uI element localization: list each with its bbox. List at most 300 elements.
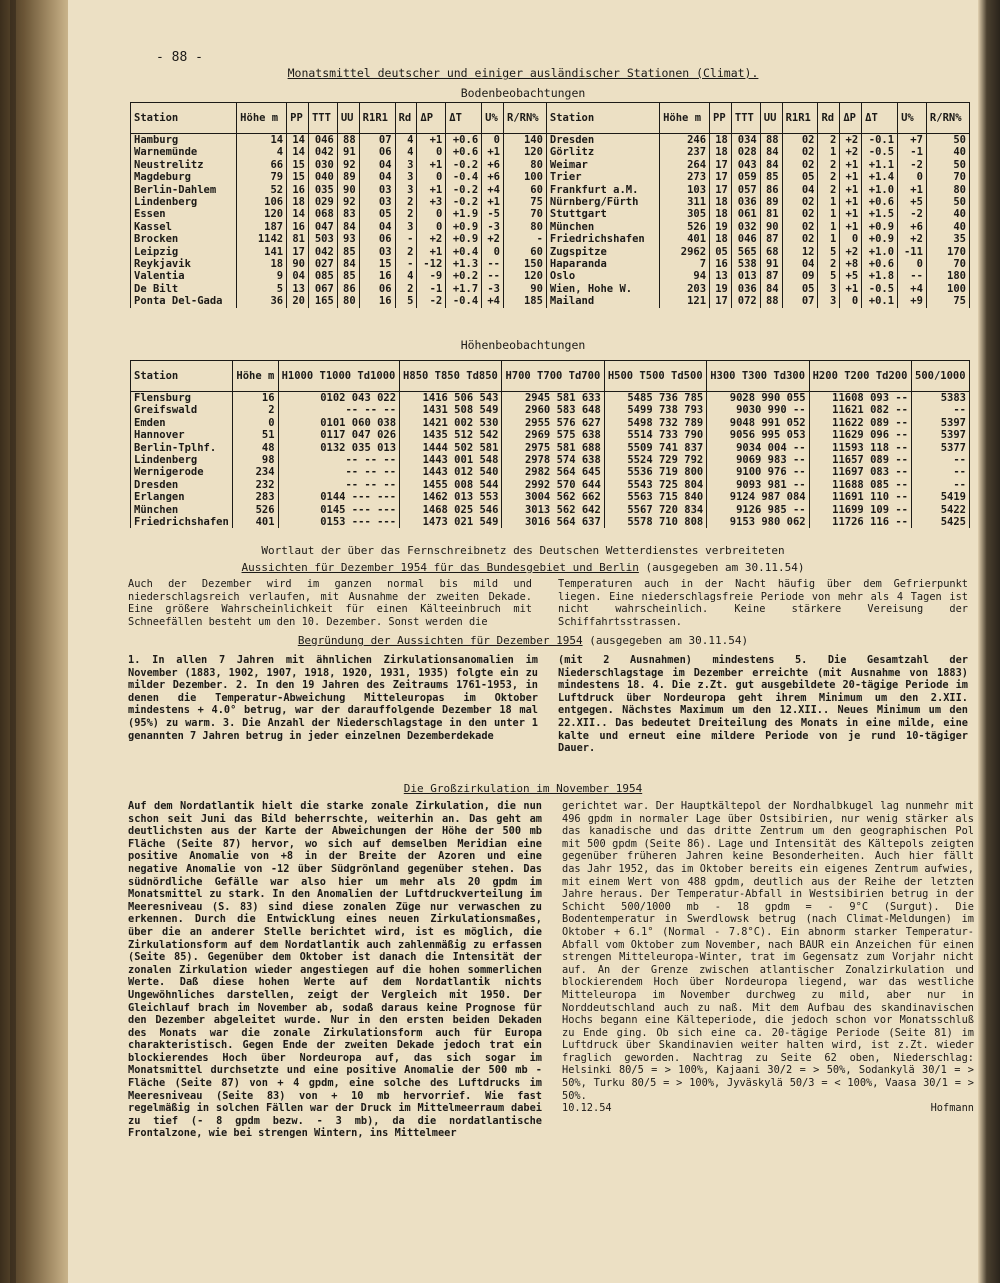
forecast-line1: Wortlaut der über das Fernschreibnetz des Deutschen Wetterdienstes verbreiteten — [261, 544, 785, 557]
table-cell: 1443 001 548 — [400, 454, 502, 466]
table-cell: - — [395, 233, 417, 245]
table-cell: 040 — [308, 171, 337, 183]
table-cell: 93 — [337, 233, 359, 245]
table-cell: 84 — [760, 146, 782, 158]
table-cell: 2 — [395, 246, 417, 258]
table-cell: - — [395, 258, 417, 270]
table-cell: 79 — [237, 171, 287, 183]
table-cell: 40 — [926, 221, 969, 233]
table-cell: 043 — [731, 159, 760, 171]
table-cell: 11608 093 -- — [809, 392, 911, 405]
table-cell: 3 — [395, 171, 417, 183]
table-cell: 401 — [233, 516, 278, 528]
table-cell: Hannover — [131, 429, 233, 441]
table-cell: 4 — [395, 270, 417, 282]
table-cell: 02 — [782, 221, 818, 233]
table-cell: +0.9 — [446, 233, 482, 245]
table-cell: 17 — [710, 295, 732, 307]
table-cell: 0 — [417, 171, 446, 183]
table-cell: Dresden — [546, 134, 659, 147]
table-cell: 3 — [395, 159, 417, 171]
table-cell: 75 — [926, 295, 969, 307]
table-cell: 9093 981 -- — [707, 479, 809, 491]
table-cell: 11688 085 -- — [809, 479, 911, 491]
table-cell: 057 — [731, 184, 760, 196]
table-cell: Leipzig — [131, 246, 237, 258]
page-edge — [978, 0, 1000, 1283]
table-cell: -- — [482, 270, 504, 282]
column-header: H300 T300 Td300 — [707, 361, 809, 392]
table-cell: -12 — [417, 258, 446, 270]
table-cell: 2978 574 638 — [502, 454, 604, 466]
table-cell: Frankfurt a.M. — [546, 184, 659, 196]
table-cell: 1444 502 581 — [400, 442, 502, 454]
table-cell: 1 — [818, 146, 840, 158]
table-cell: 16 — [710, 258, 732, 270]
table-cell: 07 — [782, 295, 818, 307]
table-cell: 52 — [237, 184, 287, 196]
table-row — [131, 454, 970, 466]
table-cell: +2 — [482, 233, 504, 245]
table-cell: -5 — [482, 208, 504, 220]
table-cell: Stuttgart — [546, 208, 659, 220]
table-cell: 07 — [359, 134, 395, 147]
table-cell: 072 — [731, 295, 760, 307]
column-header: Station — [131, 361, 233, 392]
table-cell: 2992 570 644 — [502, 479, 604, 491]
table-cell: Wien, Hohe W. — [546, 283, 659, 295]
table-cell: 70 — [504, 208, 547, 220]
table-cell: 80 — [504, 159, 547, 171]
table-cell: 0101 060 038 — [278, 417, 399, 429]
table-cell: Magdeburg — [131, 171, 237, 183]
table-cell: 13 — [287, 283, 309, 295]
table-cell: 0144 --- --- — [278, 491, 399, 503]
table-cell: +0.6 — [862, 196, 898, 208]
table-cell: 06 — [359, 283, 395, 295]
table-cell: -3 — [482, 283, 504, 295]
column-header: R/RN% — [504, 103, 547, 134]
table-cell: +1 — [417, 159, 446, 171]
table-cell: 5 — [395, 295, 417, 307]
table-cell: 059 — [731, 171, 760, 183]
table-cell: 36 — [237, 295, 287, 307]
table-cell: +4 — [898, 283, 927, 295]
table-cell: +7 — [898, 134, 927, 147]
table-cell: 48 — [233, 442, 278, 454]
table-cell: 02 — [782, 233, 818, 245]
table-row — [131, 466, 970, 478]
table-row — [131, 146, 970, 158]
table-row — [131, 417, 970, 429]
table-cell: 92 — [337, 159, 359, 171]
table-cell: 94 — [660, 270, 710, 282]
table-cell: 237 — [660, 146, 710, 158]
table-cell: +1 — [840, 159, 862, 171]
table-cell: 17 — [710, 184, 732, 196]
table-row — [131, 516, 970, 528]
table-cell: Friedrichshafen — [131, 516, 233, 528]
table-cell: 180 — [926, 270, 969, 282]
table-cell: 88 — [337, 134, 359, 147]
table-cell: 05 — [359, 208, 395, 220]
table-cell: 0153 --- --- — [278, 516, 399, 528]
column-header: H850 T850 Td850 — [400, 361, 502, 392]
table-cell: +5 — [898, 196, 927, 208]
column-header: Station — [131, 103, 237, 134]
table-cell: 9030 990 -- — [707, 404, 809, 416]
table-cell: -- — [912, 404, 970, 416]
table-cell: 5524 729 792 — [604, 454, 706, 466]
table-cell: 40 — [926, 146, 969, 158]
table-cell: 9126 985 -- — [707, 504, 809, 516]
table-cell: 5499 738 793 — [604, 404, 706, 416]
table-cell: 80 — [926, 184, 969, 196]
table-cell: 311 — [660, 196, 710, 208]
table-cell: +1 — [482, 146, 504, 158]
table-cell: +1 — [898, 184, 927, 196]
table-cell: Brocken — [131, 233, 237, 245]
column-header: Rd — [818, 103, 840, 134]
table-cell: +0.6 — [446, 146, 482, 158]
table-row — [131, 504, 970, 516]
table-cell: 029 — [308, 196, 337, 208]
column-header: Höhe m — [237, 103, 287, 134]
table-row — [131, 295, 970, 307]
column-header: ΔT — [862, 103, 898, 134]
table-cell: 14 — [287, 208, 309, 220]
table-cell: 04 — [359, 171, 395, 183]
table-cell: 013 — [731, 270, 760, 282]
forecast-date: (ausgegeben am 30.11.54) — [638, 561, 805, 574]
table-cell: 0117 047 026 — [278, 429, 399, 441]
table-cell: 100 — [504, 171, 547, 183]
table-cell: 05 — [710, 246, 732, 258]
table-cell: 89 — [760, 196, 782, 208]
table-cell: 030 — [308, 159, 337, 171]
table-cell: -2 — [417, 295, 446, 307]
circulation-right — [562, 800, 974, 1115]
table-cell: 87 — [760, 270, 782, 282]
table-cell: +1 — [482, 196, 504, 208]
table-cell: 047 — [308, 221, 337, 233]
table-cell: 0 — [417, 221, 446, 233]
page-number: - 88 - — [156, 50, 203, 65]
table-cell: Kassel — [131, 221, 237, 233]
table-cell: 11593 118 -- — [809, 442, 911, 454]
table-cell: 5498 732 789 — [604, 417, 706, 429]
table-cell: 2960 583 648 — [502, 404, 604, 416]
table-cell: 0 — [417, 146, 446, 158]
table-cell: 5377 — [912, 442, 970, 454]
table-cell: 9056 995 053 — [707, 429, 809, 441]
table-cell: 15 — [287, 159, 309, 171]
author-signature: Hofmann — [930, 1102, 974, 1115]
table-row — [131, 246, 970, 258]
table-cell: +6 — [898, 221, 927, 233]
table-cell: 02 — [782, 159, 818, 171]
column-header: U% — [898, 103, 927, 134]
table-cell: 15 — [287, 171, 309, 183]
table-cell: 03 — [359, 196, 395, 208]
table-cell: 81 — [760, 208, 782, 220]
table-cell: 35 — [926, 233, 969, 245]
table-cell: 17 — [287, 246, 309, 258]
table-cell: 3 — [395, 221, 417, 233]
table-cell: 1142 — [237, 233, 287, 245]
table-cell: 17 — [710, 171, 732, 183]
table-cell: 068 — [308, 208, 337, 220]
table-cell: 4 — [237, 146, 287, 158]
table-cell: 1468 025 546 — [400, 504, 502, 516]
column-header: R1R1 — [782, 103, 818, 134]
table-cell: +1 — [840, 184, 862, 196]
table-cell: - — [504, 233, 547, 245]
column-header: ΔT — [446, 103, 482, 134]
table-cell: +0.1 — [862, 295, 898, 307]
table-cell: 3013 562 642 — [502, 504, 604, 516]
table-cell: 4 — [395, 146, 417, 158]
table-cell: 1443 012 540 — [400, 466, 502, 478]
table-cell: -- — [912, 466, 970, 478]
table-cell: 1 — [818, 208, 840, 220]
table-cell: 05 — [782, 171, 818, 183]
table-cell: 81 — [287, 233, 309, 245]
table-cell: 2 — [818, 184, 840, 196]
table-cell: +1 — [840, 196, 862, 208]
table-cell: 04 — [359, 221, 395, 233]
table-cell: 1416 506 543 — [400, 392, 502, 405]
table-cell: +0.9 — [862, 233, 898, 245]
table-cell: Trier — [546, 171, 659, 183]
table-row — [131, 134, 970, 147]
table-cell: 5485 736 785 — [604, 392, 706, 405]
table-cell: 0 — [840, 295, 862, 307]
table-cell: 0145 --- --- — [278, 504, 399, 516]
table-cell: 1455 008 544 — [400, 479, 502, 491]
column-header: U% — [482, 103, 504, 134]
table-cell: 067 — [308, 283, 337, 295]
table-row — [131, 283, 970, 295]
table-cell: Oslo — [546, 270, 659, 282]
table-cell: 05 — [782, 283, 818, 295]
table-cell: -0.2 — [446, 159, 482, 171]
table-cell: 246 — [660, 134, 710, 147]
table-cell: +6 — [482, 159, 504, 171]
column-header: TTT — [308, 103, 337, 134]
table-cell: 2 — [818, 258, 840, 270]
table-cell: 90 — [504, 283, 547, 295]
table-cell: -- -- -- — [278, 454, 399, 466]
table-cell: 11691 110 -- — [809, 491, 911, 503]
table-cell: +1 — [840, 221, 862, 233]
circulation-left: Auf dem Nordatlantik hielt die starke zonale Zirkulation, die nun schon seit Juni das Bild beherrschte, weiterhin an. Das geht am deutlichsten aus der Karte der Abweichungen der Höhe der 500 mb Fläche (Seite 87) hervor, wo sich auf demselben Meridian eine positive Anomalie von +8 in der Breite der Azoren und eine negative Anomalie von -12 über Südgrönland gegenüber stehen. Das südnördliche Gefälle war also hier um mehr als 20 gpdm im Monatsmittel zu stark. In den Anomalien der Luftdruckverteilung im Meeresniveau (S. 83) sind diese zonalen Züge nur verwaschen zu erkennen. Durch die Entwicklung eines neuen Zirkulationsmaßes, über die an anderer Stelle berichtet wird, ist es möglich, die Zirkulationsform auf dem Nordatlantik auch zahlenmäßig zu erfassen (Seite 85). Gegenüber dem Oktober ist danach die Intensität der zonalen Zirkulation wieder angestiegen auf die hohen sommerlichen Werte. Daß diese hohen Werte auf dem Nordatlantik nichts Ungewöhnliches darstellen, zeigt der Vergleich mit 1950. Der Gleichlauf brach im November ab, sodaß daraus keine Prognose für den Dezember abgeleitet wurde. Nur in den ersten beiden Dekaden des Monats war die zonale Zirkulationsform auch für Europa charakteristisch. Gegen Ende der zweiten Dekade jedoch trat ein blockierendes Hoch über Nordeuropa auf, das sich sogar im Monatsmittel durchsetzte und eine positive Anomalie der 500 mb -Fläche (Seite 87) von + 4 gpdm, eine solche des Luftdrucks im Meeresniveau (Seite 83) von + 10 mb hervorrief. Wie fast regelmäßig in solchen Fällen war der Druck im Mittelmeerraum dabei zu tief (- 8 gpdm bezw. - 3 mb), da die nordatlantische Frontalzone, wie bei strengen Wintern, ins Mittelmeer — [128, 800, 542, 1140]
table-cell: 565 — [731, 246, 760, 258]
table-cell: 5397 — [912, 429, 970, 441]
table-cell: 14 — [287, 146, 309, 158]
table-cell: -9 — [417, 270, 446, 282]
table-cell: +1 — [417, 134, 446, 147]
table-cell: 50 — [926, 159, 969, 171]
table-cell: Lindenberg — [131, 196, 237, 208]
table-cell: München — [131, 504, 233, 516]
table-cell: 187 — [237, 221, 287, 233]
table-cell: 120 — [237, 208, 287, 220]
table-cell: Wernigerode — [131, 466, 233, 478]
table-cell: 185 — [504, 295, 547, 307]
table-cell: 18 — [237, 258, 287, 270]
table-cell: 89 — [337, 171, 359, 183]
table-cell: 16 — [359, 270, 395, 282]
table-cell: -0.2 — [446, 184, 482, 196]
table-cell: 16 — [287, 184, 309, 196]
table-cell: 140 — [504, 134, 547, 147]
forecast-right: Temperaturen auch in der Nacht häufig über dem Gefrierpunkt liegen. Eine niederschlagsfreie Periode von mehr als 4 Tagen ist nicht wahrscheinlich. Keine stärkere Vereisung der Schiffahrtsstrassen. — [558, 578, 968, 628]
ground-title: Bodenbeobachtungen — [460, 86, 586, 100]
table-cell: Ponta Del-Gada — [131, 295, 237, 307]
table-cell: 88 — [760, 295, 782, 307]
table-cell: 60 — [504, 184, 547, 196]
table-cell: -0.4 — [446, 295, 482, 307]
table-cell: 3 — [818, 283, 840, 295]
table-row — [131, 196, 970, 208]
table-cell: 5 — [818, 270, 840, 282]
table-cell: 91 — [760, 258, 782, 270]
column-header: Rd — [395, 103, 417, 134]
table-cell: +5 — [840, 270, 862, 282]
table-row — [131, 208, 970, 220]
reason-date: (ausgegeben am 30.11.54) — [582, 634, 749, 647]
table-row — [131, 258, 970, 270]
table-cell: 5543 725 804 — [604, 479, 706, 491]
table-cell: 0102 043 022 — [278, 392, 399, 405]
table-cell: 12 — [782, 246, 818, 258]
table-cell: -2 — [898, 159, 927, 171]
table-cell: +1 — [840, 208, 862, 220]
column-header: ΔP — [840, 103, 862, 134]
table-cell: 70 — [926, 258, 969, 270]
table-cell: +1.7 — [446, 283, 482, 295]
table-cell: +1 — [840, 283, 862, 295]
table-cell: -1 — [898, 146, 927, 158]
table-cell: 5422 — [912, 504, 970, 516]
table-cell: 042 — [308, 246, 337, 258]
table-cell: 03 — [359, 246, 395, 258]
table-cell: 18 — [710, 196, 732, 208]
table-cell: 87 — [760, 233, 782, 245]
table-cell: +3 — [417, 196, 446, 208]
table-cell: +1.8 — [862, 270, 898, 282]
table-cell: 04 — [782, 184, 818, 196]
column-header: ΔP — [417, 103, 446, 134]
table-cell: 2969 575 638 — [502, 429, 604, 441]
table-row — [131, 270, 970, 282]
table-cell: 51 — [233, 429, 278, 441]
column-header: R/RN% — [926, 103, 969, 134]
table-cell: 4 — [395, 134, 417, 147]
table-cell: 86 — [337, 283, 359, 295]
table-cell: 92 — [337, 196, 359, 208]
column-header: Station — [546, 103, 659, 134]
table-cell: 5 — [237, 283, 287, 295]
table-row — [131, 404, 970, 416]
table-cell: 11699 109 -- — [809, 504, 911, 516]
table-row — [131, 491, 970, 503]
column-header: Höhe m — [233, 361, 278, 392]
reason-title — [68, 634, 978, 647]
table-cell: 9 — [237, 270, 287, 282]
table-cell: 98 — [233, 454, 278, 466]
table-cell: 2 — [818, 134, 840, 147]
column-header: Höhe m — [660, 103, 710, 134]
table-cell: Friedrichshafen — [546, 233, 659, 245]
table-cell: 3 — [818, 295, 840, 307]
table-cell: +1.1 — [862, 159, 898, 171]
book-spine — [0, 0, 68, 1283]
table-cell: 16 — [359, 295, 395, 307]
table-cell: 18 — [710, 208, 732, 220]
table-cell: 9034 004 -- — [707, 442, 809, 454]
table-cell: 91 — [337, 146, 359, 158]
table-cell: Berlin-Tplhf. — [131, 442, 233, 454]
forecast-heading: Aussichten für Dezember 1954 für das Bundesgebiet und Berlin — [241, 561, 639, 574]
table-cell: 88 — [760, 134, 782, 147]
table-cell: 04 — [359, 159, 395, 171]
table-cell: 9100 976 -- — [707, 466, 809, 478]
table-cell: 2955 576 627 — [502, 417, 604, 429]
table-row — [131, 442, 970, 454]
table-cell: 283 — [233, 491, 278, 503]
table-cell: Hamburg — [131, 134, 237, 147]
table-cell: 036 — [731, 283, 760, 295]
table-cell: 04 — [782, 258, 818, 270]
table-cell: -- — [912, 454, 970, 466]
table-cell: -- — [898, 270, 927, 282]
table-cell: 9069 983 -- — [707, 454, 809, 466]
table-cell: 06 — [359, 146, 395, 158]
table-cell: 09 — [782, 270, 818, 282]
table-cell: 3004 562 662 — [502, 491, 604, 503]
table-cell: 1431 508 549 — [400, 404, 502, 416]
table-cell: 14 — [287, 134, 309, 147]
column-header: 500/1000 — [912, 361, 970, 392]
table-cell: +0.2 — [446, 270, 482, 282]
column-header: H500 T500 Td500 — [604, 361, 706, 392]
table-cell: 3 — [395, 184, 417, 196]
table-cell: München — [546, 221, 659, 233]
table-cell: 02 — [782, 134, 818, 147]
table-cell: Valentia — [131, 270, 237, 282]
table-cell: 5536 719 800 — [604, 466, 706, 478]
table-cell: -2 — [898, 208, 927, 220]
table-cell: 5397 — [912, 417, 970, 429]
table-cell: 5514 733 790 — [604, 429, 706, 441]
table-cell: -11 — [898, 246, 927, 258]
table-row — [131, 184, 970, 196]
table-cell: 232 — [233, 479, 278, 491]
table-cell: +2 — [840, 146, 862, 158]
table-cell: 60 — [504, 246, 547, 258]
column-header: PP — [287, 103, 309, 134]
forecast-line2 — [68, 561, 978, 574]
table-cell: 16 — [233, 392, 278, 405]
table-cell: 2975 581 688 — [502, 442, 604, 454]
table-cell: 9124 987 084 — [707, 491, 809, 503]
table-cell: +1.3 — [446, 258, 482, 270]
table-cell: 234 — [233, 466, 278, 478]
table-cell: +0.6 — [862, 258, 898, 270]
table-cell: 035 — [308, 184, 337, 196]
